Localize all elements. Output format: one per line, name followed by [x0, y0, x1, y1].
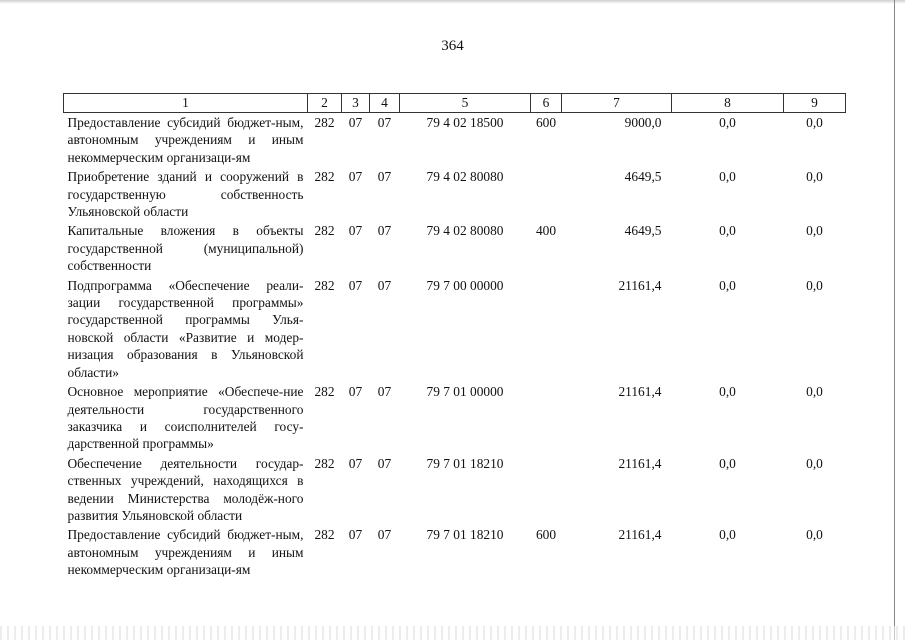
- row-ministry-code: 282: [314, 115, 335, 130]
- row-col9: 0,0: [806, 277, 823, 293]
- row-name: Предоставление субсидий бюджет-ным, автономным учреждениям и иным некоммерческим организаци-ям: [67, 527, 304, 578]
- row-ministry-code: 282: [314, 384, 335, 400]
- header-row: [64, 94, 846, 113]
- row-col8: 0,0: [719, 527, 736, 543]
- row-ministry-code: 282: [314, 223, 335, 239]
- header-col-3: 3: [342, 94, 370, 113]
- header-col-8: 8: [672, 94, 784, 113]
- header-col-9: 9: [784, 94, 846, 113]
- row-subsection: 07: [377, 169, 392, 185]
- row-name: Приобретение зданий и сооружений в государственную собственность Ульяновской области: [67, 169, 304, 220]
- header-col-5: 5: [400, 94, 531, 113]
- row-amount: 21161,4: [618, 455, 662, 471]
- table-row: [64, 276, 846, 382]
- row-col9: 0,0: [806, 115, 823, 130]
- table-row: [64, 167, 846, 221]
- row-subsection: 07: [377, 223, 392, 239]
- row-amount: 4649,5: [624, 223, 662, 239]
- row-expense-type: 600: [535, 115, 557, 130]
- row-subsection: 07: [377, 455, 392, 471]
- row-col9: 0,0: [806, 384, 823, 400]
- row-ministry-code: 282: [314, 169, 335, 185]
- row-target-code: 79 7 01 18210: [426, 527, 504, 543]
- row-target-code: 79 7 01 18210: [426, 455, 504, 471]
- row-name: Капитальные вложения в объекты государственной (муниципальной) собственности: [67, 223, 304, 274]
- row-target-code: 79 4 02 80080: [426, 169, 504, 185]
- row-col9: 0,0: [806, 527, 823, 543]
- scan-edge-bottom: [0, 626, 905, 640]
- header-col-4: 4: [370, 94, 400, 113]
- row-expense-type: 600: [535, 527, 557, 543]
- row-ministry-code: 282: [314, 277, 335, 293]
- row-subsection: 07: [377, 527, 392, 543]
- row-col8: 0,0: [719, 277, 736, 293]
- row-expense-type: 400: [535, 223, 557, 239]
- row-subsection: 07: [377, 277, 392, 293]
- row-section: 07: [348, 455, 363, 471]
- header-col-2: 2: [308, 94, 342, 113]
- scan-edge-right: [894, 0, 895, 640]
- row-section: 07: [348, 384, 363, 400]
- row-name: Основное мероприятие «Обеспече-ние деятельности государственного заказчика и соисполнителей госу-дарственной программы»: [67, 384, 304, 452]
- row-name: Предоставление субсидий бюджет-ным, автономным учреждениям и иным некоммерческим организаци-ям: [67, 115, 304, 165]
- row-section: 07: [348, 223, 363, 239]
- row-amount: 4649,5: [624, 169, 662, 185]
- header-col-1: 1: [64, 94, 308, 113]
- row-col8: 0,0: [719, 455, 736, 471]
- header-col-7: 7: [562, 94, 672, 113]
- table-row: [64, 454, 846, 526]
- row-target-code: 79 7 01 00000: [426, 384, 504, 400]
- row-col9: 0,0: [806, 455, 823, 471]
- row-section: 07: [348, 169, 363, 185]
- row-expense-type: [531, 276, 562, 382]
- table-row: [64, 382, 846, 454]
- row-subsection: 07: [377, 384, 392, 400]
- row-col9: 0,0: [806, 169, 823, 185]
- row-target-code: 79 4 02 80080: [426, 223, 504, 239]
- row-expense-type: [531, 167, 562, 221]
- row-ministry-code: 282: [314, 527, 335, 543]
- row-name: Подпрограмма «Обеспечение реали-зации государственной программы» государственной программы Улья-новской области «Развитие и модер-низация образования в Ульяновской области»: [67, 277, 304, 380]
- header-col-6: 6: [531, 94, 562, 113]
- row-section: 07: [348, 115, 363, 130]
- budget-table: [63, 93, 846, 580]
- row-expense-type: [531, 454, 562, 526]
- row-col8: 0,0: [719, 115, 736, 130]
- table-body: [64, 113, 846, 580]
- row-amount: 21161,4: [618, 384, 662, 400]
- table-header: [64, 94, 846, 113]
- row-amount: 21161,4: [618, 527, 662, 543]
- row-col8: 0,0: [719, 169, 736, 185]
- page-number: 364: [441, 38, 464, 54]
- row-col8: 0,0: [719, 384, 736, 400]
- row-amount: 9000,0: [624, 115, 662, 130]
- table-row: [64, 221, 846, 275]
- row-amount: 21161,4: [618, 277, 662, 293]
- row-target-code: 79 7 00 00000: [426, 277, 504, 293]
- row-ministry-code: 282: [314, 455, 335, 471]
- row-expense-type: [531, 382, 562, 454]
- scan-edge-top: [0, 0, 905, 4]
- table-row: [64, 525, 846, 579]
- row-col9: 0,0: [806, 223, 823, 239]
- row-section: 07: [348, 277, 363, 293]
- row-name: Обеспечение деятельности государ-ственных учреждений, находящихся в ведении Министерства молодёж-ного развития Ульяновской области: [67, 455, 304, 523]
- row-target-code: 79 4 02 18500: [426, 115, 504, 130]
- row-subsection: 07: [377, 115, 392, 130]
- row-col8: 0,0: [719, 223, 736, 239]
- table-row: [64, 113, 846, 168]
- row-section: 07: [348, 527, 363, 543]
